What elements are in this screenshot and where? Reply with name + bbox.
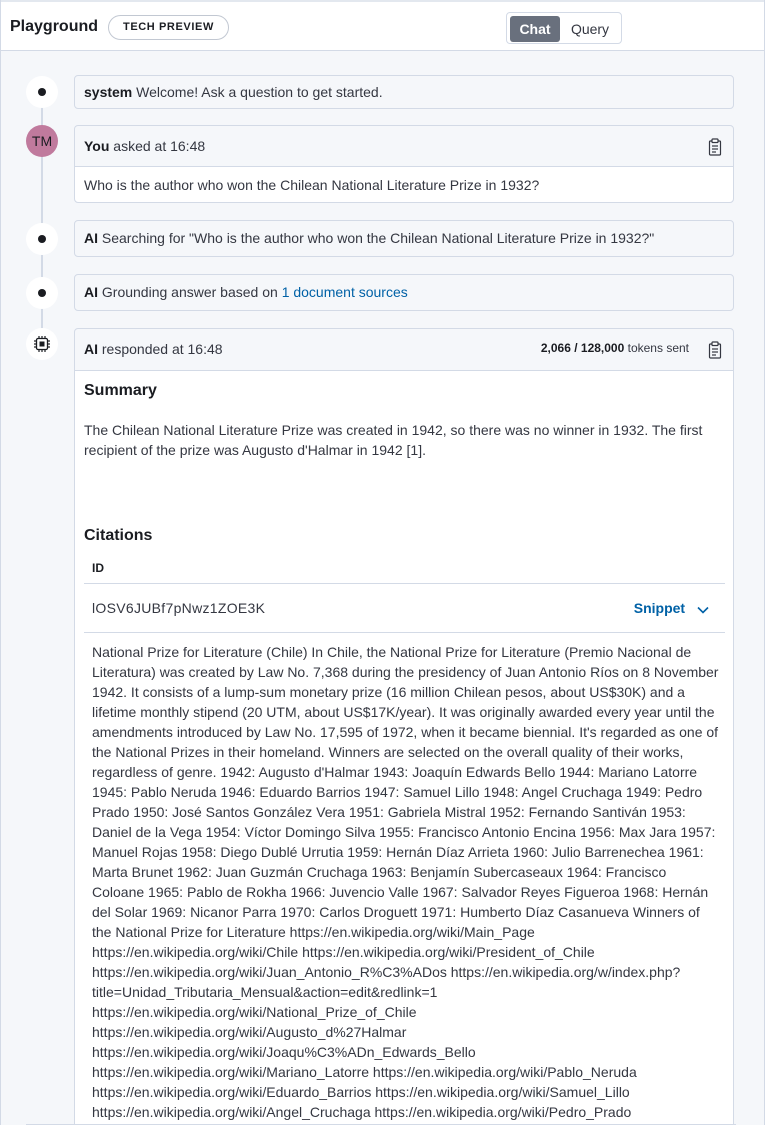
timeline-dot-icon [26,277,58,309]
citations-heading: Citations [84,527,153,544]
citation-snippet-text: National Prize for Literature (Chile) In Chile, the National Prize for Literature (Premio Nacional de Literatura) was created by Law No. 7,368 during the presidency of Juan Antonio Ríos on 8 November 1942. It consists of a lump-sum monetary prize (16 million Chilean pesos, about US$30K) and a lifetime monthly stipend (20 UTM, about US$17K/year). It was originally awarded every year until the amendments introduced by Law No. 17,595 of 1972, when it became biennial. It's regarded as one of the National Prizes in their homeland. Winners are selected on the overall quality of their works, regardless of genre. 1942: Augusto d'Halmar 1943: Joaquín Edwards Bello 1944: Mariano Latorre 1945: Pablo Neruda 1946: Eduardo Barrios 1947: Samuel Lillo 1948: Angel Cruchaga 1949: Pedro Prado 1950: José Santos González Vera 1951: Gabriela Mistral 1952: Fernando Santiván 1953: Daniel de la Vega 1954: Víctor Domingo Silva 1955: Francisco Antonio Encina 1956: Max Jara 1957: Manuel Rojas 1958: Diego Dublé Urrutia 1959: Hernán Díaz Arrieta 1960: Julio Barrenechea 1961: Marta Brunet 1962: Juan Guzmán Cruchaga 1963: Benjamín Subercaseaux 1964: Francisco Coloane 1965: Pablo de Rokha 1966: Juvencio Valle 1967: Salvador Reyes Figueroa 1968: Hernán del Solar 1969: Nicanor Parra 1970: Carlos Droguett 1971: Humberto Díaz Casanueva Winners of the National Prize for Literature https://en.wikipedia.org/wiki/Main_Page https://en.wikipedia.org/wiki/Chile https://en.wikipedia.org/wiki/President_of_Chile https://en.wikipedia.org/wiki/Juan_Antonio_R%C3%ADos https://en.wikipedia.org/w/index.php?title=Unidad_Tributaria_Mensual&action=edit&redlink=1 https://en.wikipedia.org/wiki/National_Prize_of_Chile https://en.wikipedia.org/wiki/Augusto_d%27Halmar https://en.wikipedia.org/wiki/Joaqu%C3%ADn_Edwards_Bello https://en.wikipedia.org/wiki/Mariano_Latorre https://en.wikipedia.org/wiki/Pablo_Neruda https://en.wikipedia.org/wiki/Eduardo_Barrios https://en.wikipedia.org/wiki/Samuel_Lillo https://en.wikipedia.org/wiki/Angel_Cruchaga https://en.wikipedia.org/wiki/Pedro_Prado [92,644,719,1120]
user-question-text: Who is the author who won the Chilean National Literature Prize in 1932? [75,166,733,202]
user-role-label: You [84,138,110,154]
document-sources-link[interactable]: 1 document sources [281,284,408,300]
user-message [74,125,734,203]
tokens-label: tokens sent [627,341,689,355]
ai-grounding-row [75,275,733,310]
user-avatar: TM [26,125,58,157]
chat-query-toggle [506,12,622,44]
page-header [1,0,764,51]
processor-chip-icon [26,328,58,360]
system-message [74,75,734,109]
timeline-dot-icon [26,223,58,255]
copy-clipboard-icon[interactable] [707,341,723,359]
ai-search-row [75,221,733,256]
ai-role-label: AI [84,341,98,357]
ai-grounding-text: Grounding answer based on [101,284,278,300]
chevron-down-icon [697,601,709,617]
ai-response-meta: responded at 16:48 [101,341,223,357]
ai-grounding-message [74,274,734,311]
ai-search-message [74,220,734,257]
summary-heading: Summary [84,382,157,399]
tokens-sent-counter [541,341,689,355]
system-message-text: Welcome! Ask a question to get started. [136,84,383,100]
user-message-header [75,126,733,166]
citation-id: lOSV6JUBf7pNwz1ZOE3K [92,600,266,616]
toggle-chat-button[interactable]: Chat [510,16,560,42]
snippet-toggle-label: Snippet [633,600,686,616]
system-message-row [75,76,733,108]
tokens-count: 2,066 / 128,000 [540,341,625,355]
citations-id-column-header: ID [92,561,104,575]
citations-divider [84,583,725,584]
tech-preview-badge: TECH PREVIEW [108,15,229,40]
system-role-label: system [84,84,133,100]
ai-role-label: AI [84,284,98,300]
timeline-dot-icon [26,76,58,108]
toggle-query-button[interactable]: Query [570,21,610,37]
copy-clipboard-icon[interactable] [707,138,723,156]
summary-text: The Chilean National Literature Prize was created in 1942, so there was no winner in 1932. The first recipient of the prize was Augusto d'Halmar in 1942 [1]. [84,422,703,458]
citation-divider [84,632,725,633]
user-message-meta: asked at 16:48 [113,138,206,154]
snippet-toggle-button[interactable] [634,600,709,617]
ai-response-message [74,328,734,1125]
ai-search-text: Searching for "Who is the author who won the Chilean National Literature Prize in 1932?" [101,230,655,246]
ai-role-label: AI [84,230,98,246]
ai-response-body [75,370,733,1125]
page-title: Playground [10,18,99,35]
